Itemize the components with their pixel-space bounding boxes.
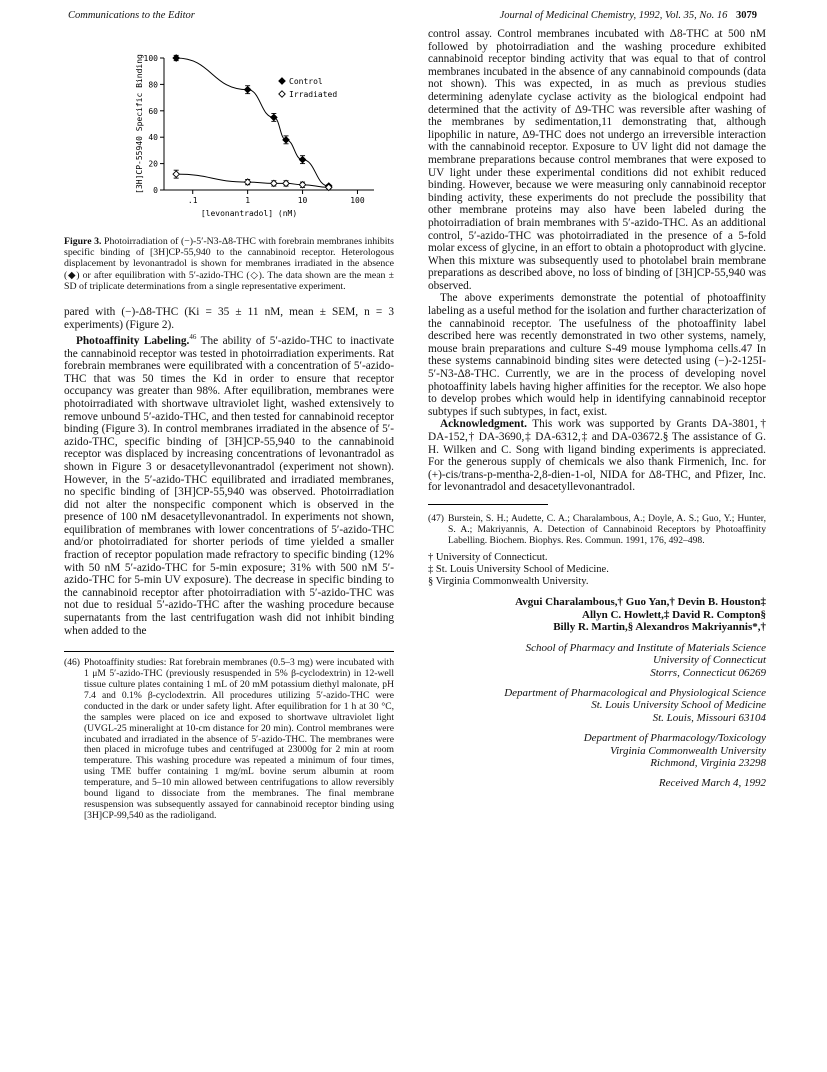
affiliation-footnotes: [428, 552, 766, 588]
legend-label: Irradiated: [289, 90, 338, 99]
acknowledgment: [428, 418, 766, 494]
figure-caption: [64, 236, 394, 292]
paragraph-body: The ability of 5′-azido-THC to inactivate the cannabinoid receptor was tested in photoirradiation experiments. Rat forebrain membranes were equilibrated with a concentration of 5′-azido-THC that was 50 times the Kd in order to ensure that receptor occupancy was greater than 98%. After equilibration, membranes were photoirradiated with shortwave ultraviolet light, washed extensively to remove unbound 5′-azido-THC, and then tested for cannabinoid receptor binding (Figure 3). In control membranes irradiated in the absence of 5′-azido-THC, specific binding of [3H]CP-55,940 to the cannabinoid receptor was displaced by increasing concentrations of levonantradol as shown in Figure 3 or desacetyllevonantradol (experiment not shown). However, in the 5′-azido-THC equilibrated and irradiated membranes, no specific binding of [3H]CP-55,940 was observed. Photoirradiation did not alter the nonspecific component which is observed in the presence of 100 nM desacetyllevonantradol. In experiments not shown, equilibration of membranes with lower concentrations of 5′-azido-THC and/or photoirradiated for shorter periods of time yielded a smaller fraction of receptor population made refractory to specific binding (12% with 50 nM 5′-azido-THC for 5-min exposure; 31% with 500 nM 5′-azido-THC for 5-min UV exposure). The decrease in specific binding to the cannabinoid receptor after photoirradiation with 5′-azido-THC was not due to residual 5′-azido-THC after the washing procedure because supernatants from the last centrifugation wash did not inhibit binding when added to the: [64, 334, 394, 637]
data-point-irradiated: [173, 171, 179, 177]
figure-caption-text: Photoirradiation of (−)-5′-N3-Δ8-THC with forebrain membranes inhibits specific binding of [3H]CP-55,940 to the cannabinoid receptor. Heterologous displacement by levonantradol is shown for membranes irradiated in the absence (◆) or after equilibration with 5′-azido-THC (◇). The data shown are the mean ± SD of triplicate determinations from a single representative experiment.: [64, 236, 394, 292]
institution-uconn: [428, 642, 766, 679]
affiliation-uconn: † University of Connecticut.: [428, 551, 548, 563]
x-axis-label: [levonantradol] (nM): [200, 209, 298, 218]
figure-label: Figure 3.: [64, 236, 102, 247]
x-tick-label: 100: [350, 196, 365, 205]
left-column: [64, 40, 394, 822]
legend-marker: [279, 78, 285, 84]
section-heading: Photoaffinity Labeling.: [76, 334, 190, 347]
y-tick-label: 60: [148, 106, 158, 116]
running-header-right: [500, 10, 757, 21]
legend-marker: [279, 91, 285, 97]
institution-line: St. Louis, Missouri 63104: [652, 711, 766, 724]
footnote-46: [64, 658, 394, 822]
data-point-control: [299, 156, 305, 162]
author-line-2: Allyn C. Howlett,‡ David R. Compton§: [582, 608, 766, 621]
running-header-left: Communications to the Editor: [68, 10, 195, 21]
institution-line: Virginia Commonwealth University: [610, 744, 766, 757]
institution-slu: [428, 687, 766, 724]
x-tick-label: .1: [187, 196, 198, 205]
institution-line: School of Pharmacy and Institute of Materials Science: [525, 641, 766, 654]
right-column: [428, 28, 766, 790]
reference-text: Burstein, S. H.; Audette, C. A.; Charalambous, A.; Doyle, A. S.; Guo, Y.; Hunter, S. A.; Makriyannis, A. Detection of Cannabinoid Receptors by Photoaffinity Labelling. Biochem. Biophys. Res. Commun. 1991, 176, 492–498.: [447, 512, 766, 546]
institution-vcu: [428, 732, 766, 769]
footnote-text: Photoaffinity studies: Rat forebrain membranes (0.5–3 mg) were incubated with 1 μM 5′-azido-THC (previously resuspended in 5% β-cyclodextrin) in 12-well tissue culture plates containing 1 mL of 20 mM potassium diethyl malonate, pH 7.4 and 0.1% β-cyclodextrin. All procedures utilizing 5′-azido-THC were conducted in the dark or under safety light. After equilibration for 1 h at 30 °C, the samples were placed on ice and exposed to shortwave ultraviolet light (UVGL-25 mineralight at 10-cm distance for 20 min). Control membranes were incubated and irradiated in the absence of 5′-azido-THC. The membranes were then placed in microfuge tubes and centrifuged at 23000g for 2 min at room temperature. This washing procedure was repeated a minimum of four times, using TME buffer containing 1 mg/mL bovine serum albumin at room temperature, and 5–10 min allowed between centrifugations to allow reversibly bound ligand to dissociate from the membranes. The final membrane resuspension was subsequently assayed for cannabinoid receptor binding using [3H]CP-99,540 as the radioligand.: [83, 657, 394, 821]
affiliation-vcu: § Virginia Commonwealth University.: [428, 575, 589, 587]
footnote-number: (46): [64, 657, 80, 669]
institution-line: St. Louis University School of Medicine: [591, 699, 766, 712]
x-tick-label: 1: [245, 196, 251, 205]
reference-number: (47): [428, 512, 444, 524]
paragraph-photoaffinity: [64, 331, 394, 637]
paragraph-control-assay: control assay. Control membranes incubated with Δ8-THC at 500 nM followed by photoirradiation and the washing procedure exhibited cannabinoid receptor binding activity that was equal to that of control membranes incubated in the absence of any cannabinoid compounds (data not shown). This was expected, in as much as previous studies determining adenylate cyclase activity as the biological endpoint had determined that the activity of Δ9-THC was reversible after washing of the membranes by sedimentation,11 demonstrating that, although lipophilic in nature, Δ9-THC does not undergo an irreversible interaction with the cannabinoid receptor. Exposure to UV light did not damage the membrane preparations because control membranes that were exposed to UV light under these experimental conditions did not exhibit reduced binding. However, because we were measuring only cannabinoid receptor binding activity, these experiments do not preclude the possibility that other membrane proteins may also have been labeled during the photoirradiation of brain membranes with 5′-azido-THC. As an additional control, 5′-azido-THC was photoirradiated in the presence of a 5-fold molar excess of glycine, in an effort to obtain a photoproduct with glycine. When this mixture was subsequently used to photolabel brain membrane preparations as described above, no loss of binding of [3H]CP-55,940 was observed.: [428, 28, 766, 292]
institution-line: Storrs, Connecticut 06269: [650, 666, 766, 679]
x-tick-label: 10: [297, 196, 308, 205]
binding-chart-svg: [64, 40, 394, 220]
y-tick-label: 20: [148, 159, 158, 169]
paragraph-continuation: pared with (−)-Δ8-THC (Ki = 35 ± 11 nM, mean ± SEM, n = 3 experiments) (Figure 2).: [64, 306, 394, 331]
institution-line: Department of Pharmacological and Physiological Science: [504, 686, 766, 699]
y-tick-label: 0: [153, 186, 158, 195]
institution-line: University of Connecticut: [652, 654, 766, 667]
footnote-ref-46: 46: [189, 333, 197, 342]
y-tick-label: 80: [148, 80, 158, 90]
page-number: 3079: [736, 10, 757, 21]
affiliation-slu: ‡ St. Louis University School of Medicine.: [428, 563, 609, 575]
reference-47: [428, 513, 766, 546]
figure-3-chart: [64, 40, 394, 230]
institution-line: Richmond, Virginia 23298: [650, 757, 766, 769]
paragraph-potential: The above experiments demonstrate the potential of photoaffinity labeling as a useful method for the isolation and further characterization of the cannabinoid receptor. The usefulness of the photoaffinity label described here was recently demonstrated in two other systems, namely, mouse brain preparations and culture S-49 mouse lymphoma cells.47 In these systems cannabinoid binding sites were detected using (−)-2-125I-5′-N3-Δ8-THC. Currently, we are in the process of developing novel photoaffinity labels having higher affinities for the receptor. We also hope to develop probes which would help in identifying cannabinoid receptor subtypes if such subtypes, in fact, exist.: [428, 292, 766, 418]
reference-divider: [428, 504, 548, 505]
author-list: [428, 596, 766, 634]
author-line-1: Avgui Charalambous,† Guo Yan,† Devin B. Houston‡: [515, 595, 766, 608]
acknowledgment-body: This work was supported by Grants DA-3801,† DA-152,† DA-3690,‡ DA-6312,‡ and DA-03672.§ The assistance of G. H. Wilken and C. Song with ligand binding experiments is appreciated. For the generous supply of chemicals we also thank Firmenich, Inc. for (+)-cis/trans-p-mentha-2,8-dien-1-ol, NIDA for Δ8-THC, and Pfizer, Inc. for levonantradol and desacetyllevonantradol.: [428, 418, 766, 494]
footnote-divider: [64, 651, 394, 652]
y-axis-label: [3H]CP-55940 Specific Binding: [135, 54, 144, 194]
author-line-3: Billy R. Martin,§ Alexandros Makriyannis*,†: [553, 621, 766, 634]
legend-label: Control: [289, 77, 323, 86]
y-tick-label: 100: [143, 54, 158, 63]
received-date: Received March 4, 1992: [658, 777, 766, 790]
acknowledgment-heading: Acknowledgment.: [440, 418, 527, 431]
y-tick-label: 40: [148, 133, 158, 143]
data-point-control: [244, 86, 250, 92]
series-line-irradiated: [176, 174, 329, 187]
institution-line: Department of Pharmacology/Toxicology: [583, 732, 766, 745]
journal-citation: Journal of Medicinal Chemistry, 1992, Vol. 35, No. 16: [499, 10, 728, 21]
